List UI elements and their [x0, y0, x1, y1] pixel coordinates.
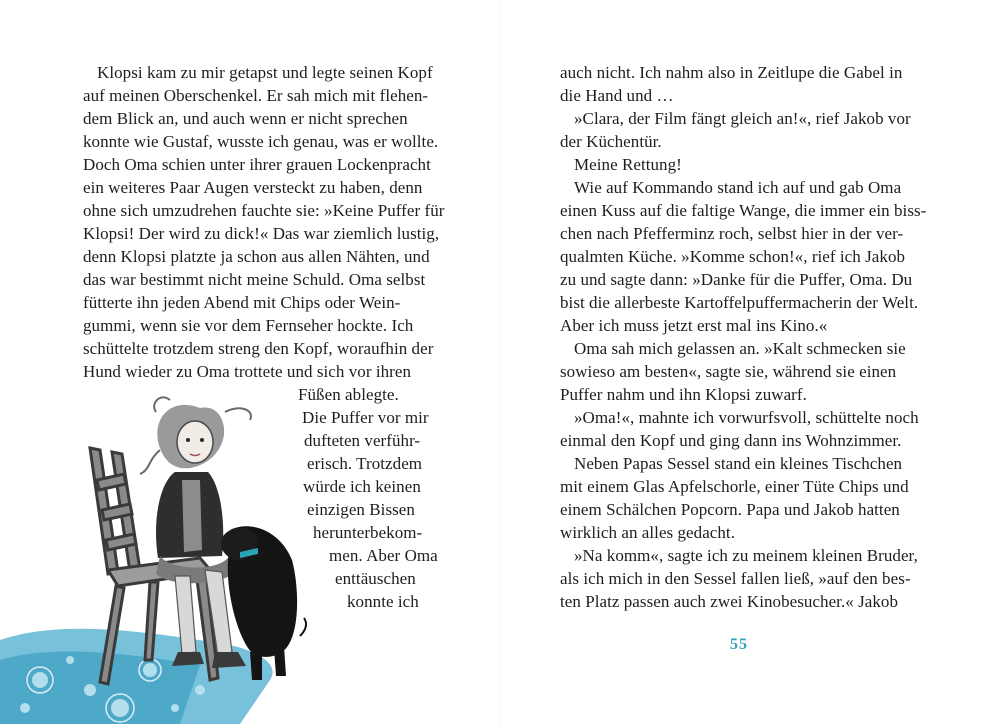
left-line-19: würde ich keinen	[303, 477, 421, 496]
right-line-17: einmal den Kopf und ging dann ins Wohnzimmer.	[560, 431, 902, 450]
left-line-4: konnte wie Gustaf, wusste ich genau, was er wollte.	[83, 132, 439, 151]
right-line-8: chen nach Pfefferminz roch, selbst hier in der ver-	[560, 224, 904, 243]
left-line-2: auf meinen Oberschenkel. Er sah mich mit flehen-	[83, 86, 429, 105]
right-line-7: einen Kuss auf die faltige Wange, die immer ein biss-	[560, 201, 927, 220]
left-line-6: ein weiteres Paar Augen versteckt zu haben, denn	[83, 178, 423, 197]
left-line-5: Doch Oma schien unter ihrer grauen Lockenpracht	[83, 155, 431, 174]
left-line-3: dem Blick an, und auch wenn er nicht sprechen	[83, 109, 408, 128]
right-line-19: mit einem Glas Apfelschorle, einer Tüte Chips und	[560, 477, 909, 496]
right-line-24: ten Platz passen auch zwei Kinobesucher.« Jakob	[560, 592, 898, 611]
left-line-21: herunterbekom-	[313, 523, 423, 542]
left-line-24: konnte ich	[347, 592, 419, 611]
right-line-3: »Clara, der Film fängt gleich an!«, rief Jakob vor	[574, 109, 911, 128]
right-line-6: Wie auf Kommando stand ich auf und gab Oma	[574, 178, 902, 197]
right-line-10: zu und sagte dann: »Danke für die Puffer, Oma. Du	[560, 270, 913, 289]
right-line-20: einem Schälchen Popcorn. Papa und Jakob hatten	[560, 500, 900, 519]
right-line-21: wirklich an alles gedacht.	[560, 523, 736, 542]
right-line-22: »Na komm«, sagte ich zu meinem kleinen Bruder,	[574, 546, 918, 565]
left-line-23: enttäuschen	[335, 569, 416, 588]
girl-chair-dog-illustration	[0, 390, 320, 724]
right-line-23: als ich mich in den Sessel fallen ließ, »auf den bes-	[560, 569, 911, 588]
left-line-1: Klopsi kam zu mir getapst und legte seinen Kopf	[97, 63, 433, 82]
left-line-11: fütterte ihn jeden Abend mit Chips oder Wein-	[83, 293, 401, 312]
left-line-17: dufteten verführ-	[304, 431, 421, 450]
blue-floral-floor	[0, 629, 273, 724]
left-line-12: gummi, wenn sie vor dem Fernseher hockte. Ich	[83, 316, 414, 335]
right-page	[500, 0, 1000, 724]
right-line-15: Puffer nahm und ihn Klopsi zuwarf.	[560, 385, 807, 404]
left-line-13: schüttelte trotzdem streng den Kopf, woraufhin der	[83, 339, 434, 358]
right-line-12: Aber ich muss jetzt erst mal ins Kino.«	[560, 316, 828, 335]
left-line-9: denn Klopsi platzte ja schon aus allen Nähten, und	[83, 247, 430, 266]
right-line-13: Oma sah mich gelassen an. »Kalt schmecken sie	[574, 339, 906, 358]
right-line-9: qualmten Küche. »Komme schon!«, rief ich Jakob	[560, 247, 906, 266]
left-line-18: erisch. Trotzdem	[307, 454, 423, 473]
left-line-16: Die Puffer vor mir	[302, 408, 429, 427]
left-line-8: Klopsi! Der wird zu dick!« Das war ziemlich lustig,	[83, 224, 440, 243]
right-line-14: sowieso am besten«, sagte sie, während sie einen	[560, 362, 897, 381]
right-line-1: auch nicht. Ich nahm also in Zeitlupe die Gabel in	[560, 63, 903, 82]
right-line-5: Meine Rettung!	[574, 155, 682, 174]
left-line-22: men. Aber Oma	[329, 546, 438, 565]
left-line-7: ohne sich umzudrehen fauchte sie: »Keine Puffer für	[83, 201, 445, 220]
left-line-15: Füßen ablegte.	[298, 385, 399, 404]
right-line-11: bist die allerbeste Kartoffelpuffermacherin der Welt.	[560, 293, 919, 312]
right-line-16: »Oma!«, mahnte ich vorwurfsvoll, schüttelte noch	[574, 408, 919, 427]
left-line-20: einzigen Bissen	[307, 500, 415, 519]
right-line-18: Neben Papas Sessel stand ein kleines Tischchen	[574, 454, 903, 473]
right-line-4: der Küchentür.	[560, 132, 662, 151]
right-line-2: die Hand und …	[560, 86, 674, 105]
page-number: 55	[730, 636, 748, 653]
left-line-14: Hund wieder zu Oma trottete und sich vor ihren	[83, 362, 412, 381]
left-line-10: das war bestimmt nicht meine Schuld. Oma selbst	[83, 270, 426, 289]
